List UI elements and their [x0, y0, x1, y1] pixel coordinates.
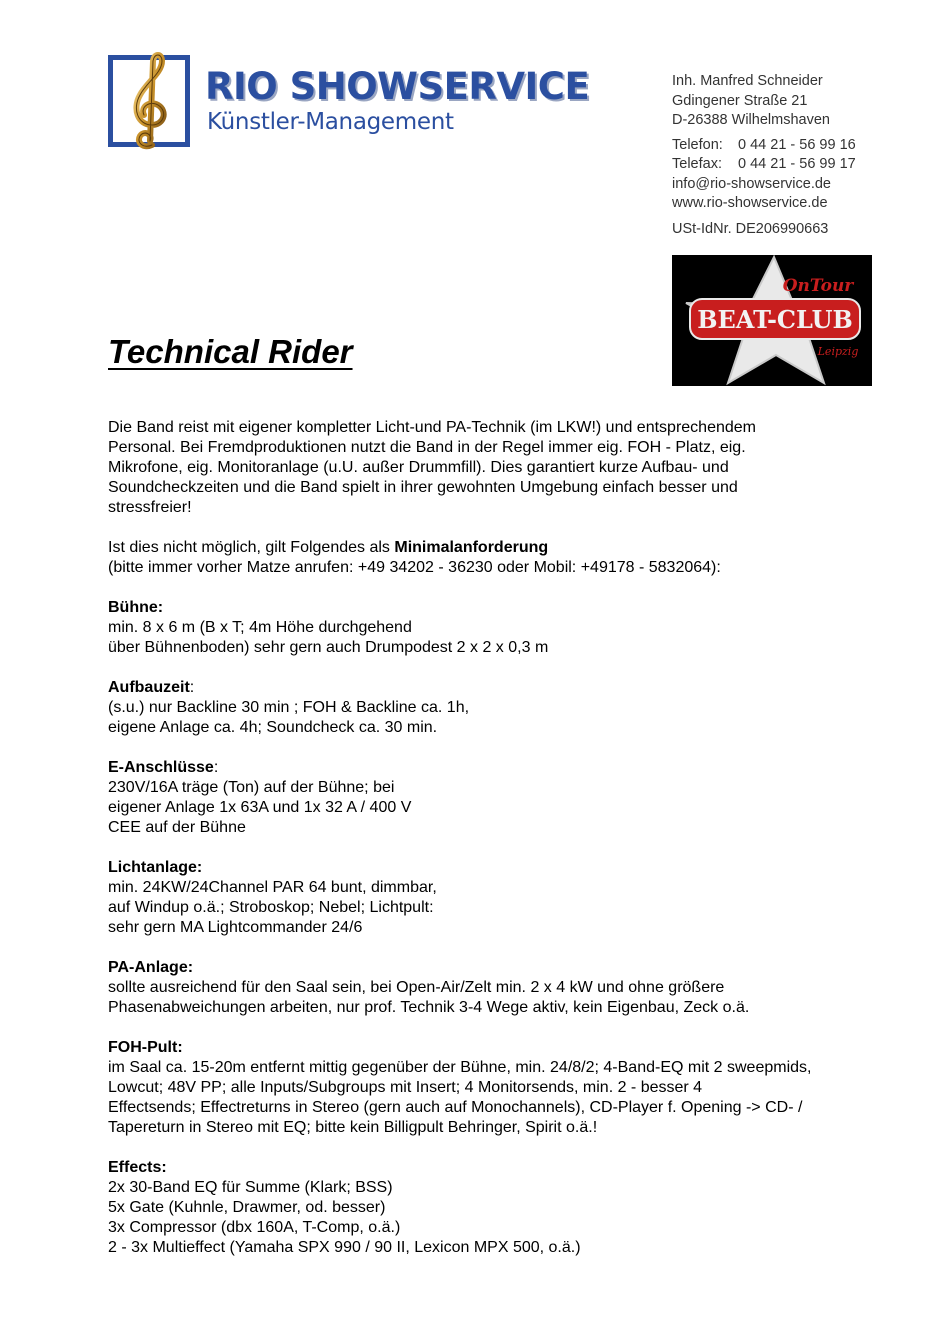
section-line: CEE auf der Bühne: [108, 819, 246, 836]
section-heading-text: PA-Anlage:: [108, 959, 194, 976]
street-address: Gdingener Straße 21: [672, 92, 808, 109]
section-line: Phasenabweichungen arbeiten, nur prof. Technik 3-4 Wege aktiv, kein Eigenbau, Zeck o.ä.: [108, 999, 750, 1016]
section-line: 3x Compressor (dbx 160A, T-Comp, o.ä.): [108, 1219, 401, 1236]
section-line: sehr gern MA Lightcommander 24/6: [108, 919, 363, 936]
fax-label: Telefax:: [672, 156, 722, 172]
logo-title: RIO SHOWSERVICE: [205, 65, 590, 108]
minimum-lead: Ist dies nicht möglich, gilt Folgendes als: [108, 539, 395, 556]
section-line: Lowcut; 48V PP; alle Inputs/Subgroups mit Insert; 4 Monitorsends, min. 2 - besser 4: [108, 1079, 703, 1096]
section-heading: [108, 1038, 888, 1058]
section-heading-text: Lichtanlage:: [108, 859, 203, 876]
section-line: 230V/16A träge (Ton) auf der Bühne; bei: [108, 779, 395, 796]
page-title: Technical Rider: [108, 333, 353, 370]
section-heading: [108, 858, 888, 878]
section-heading-text: Aufbauzeit: [108, 679, 190, 696]
fax-line: [672, 155, 856, 175]
section-line: eigene Anlage ca. 4h; Soundcheck ca. 30 min.: [108, 719, 438, 736]
treble-clef-icon: [122, 49, 178, 153]
minimum-requirement-line: [108, 538, 888, 558]
owner-name: Inh. Manfred Schneider: [672, 73, 823, 89]
contact-block: [672, 72, 856, 239]
section-line: sollte ausreichend für den Saal sein, bei Open-Air/Zelt min. 2 x 4 kW und ohne größere: [108, 979, 725, 996]
section-heading-text: FOH-Pult:: [108, 1039, 183, 1056]
section-heading-suffix: :: [213, 759, 219, 776]
intro-line: Personal. Bei Fremdproduktionen nutzt die Band in der Regel immer eig. FOH - Platz, eig.: [108, 439, 746, 456]
section-heading: [108, 678, 888, 698]
section-line: über Bühnenboden) sehr gern auch Drumpodest 2 x 2 x 0,3 m: [108, 639, 549, 656]
intro-line: Mikrofone, eig. Monitoranlage (u.U. außer Drummfill). Dies garantiert kurze Aufbau- und: [108, 459, 729, 476]
beat-club-star-icon: [672, 255, 872, 386]
section-line: eigener Anlage 1x 63A und 1x 32 A / 400 V: [108, 799, 412, 816]
intro-line: Soundcheckzeiten und die Band spielt in ihrer gewohnten Umgebung einfach besser und: [108, 479, 738, 496]
section-heading: [108, 958, 888, 978]
section-line: min. 24KW/24Channel PAR 64 bunt, dimmbar,: [108, 879, 437, 896]
section-line: im Saal ca. 15-20m entfernt mittig gegenüber der Bühne, min. 24/8/2; 4-Band-EQ mit 2 sweepmids,: [108, 1059, 812, 1076]
section-heading: [108, 598, 888, 618]
beat-club-logo: [672, 255, 872, 386]
section-line: 2 - 3x Multieffect (Yamaha SPX 990 / 90 II, Lexicon MPX 500, o.ä.): [108, 1239, 581, 1256]
city-address: D-26388 Wilhelmshaven: [672, 112, 830, 128]
minimum-bold: Minimalanforderung: [394, 539, 549, 556]
section-line: auf Windup o.ä.; Stroboskop; Nebel; Lichtpult:: [108, 899, 434, 916]
minimum-note: (bitte immer vorher Matze anrufen: +49 34202 - 36230 oder Mobil: +49178 - 5832064):: [108, 559, 721, 576]
phone-number: 0 44 21 - 56 99 16: [738, 136, 856, 153]
beat-club-main-text: BEAT-CLUB: [697, 305, 853, 334]
section-heading-text: Bühne:: [108, 599, 164, 616]
rider-body: [108, 418, 888, 1258]
section-line: min. 8 x 6 m (B x T; 4m Höhe durchgehend: [108, 619, 412, 636]
section-heading-text: E-Anschlüsse: [108, 759, 214, 776]
section-line: 5x Gate (Kuhnle, Drawmer, od. besser): [108, 1199, 386, 1216]
beat-club-ontour-text: OnTour: [782, 276, 854, 296]
vat-id: USt-IdNr. DE206990663: [672, 220, 829, 237]
fax-number: 0 44 21 - 56 99 17: [738, 156, 856, 172]
section-heading: [108, 1158, 888, 1178]
intro-line: Die Band reist mit eigener kompletter Licht-und PA-Technik (im LKW!) und entsprechendem: [108, 419, 756, 436]
phone-label: Telefon:: [672, 136, 723, 153]
beat-club-city-text: Leipzig: [817, 345, 859, 358]
section-heading-suffix: :: [189, 679, 195, 696]
section-line: 2x 30-Band EQ für Summe (Klark; BSS): [108, 1179, 393, 1196]
section-line: (s.u.) nur Backline 30 min ; FOH & Backline ca. 1h,: [108, 699, 470, 716]
website-link[interactable]: www.rio-showservice.de: [672, 195, 828, 211]
section-heading: [108, 758, 888, 778]
rio-showservice-logo: [108, 55, 590, 153]
logo-subtitle: Künstler-Management: [207, 109, 454, 135]
section-line: Tapereturn in Stereo mit EQ; bitte kein Billigpult Behringer, Spirit o.ä.!: [108, 1119, 598, 1136]
phone-line: [672, 136, 856, 156]
section-line: Effectsends; Effectreturns in Stereo (gern auch auf Monochannels), CD-Player f. Opening -> CD- /: [108, 1099, 803, 1116]
email-link[interactable]: info@rio-showservice.de: [672, 175, 831, 192]
intro-line: stressfreier!: [108, 499, 192, 516]
section-heading-text: Effects:: [108, 1159, 167, 1176]
